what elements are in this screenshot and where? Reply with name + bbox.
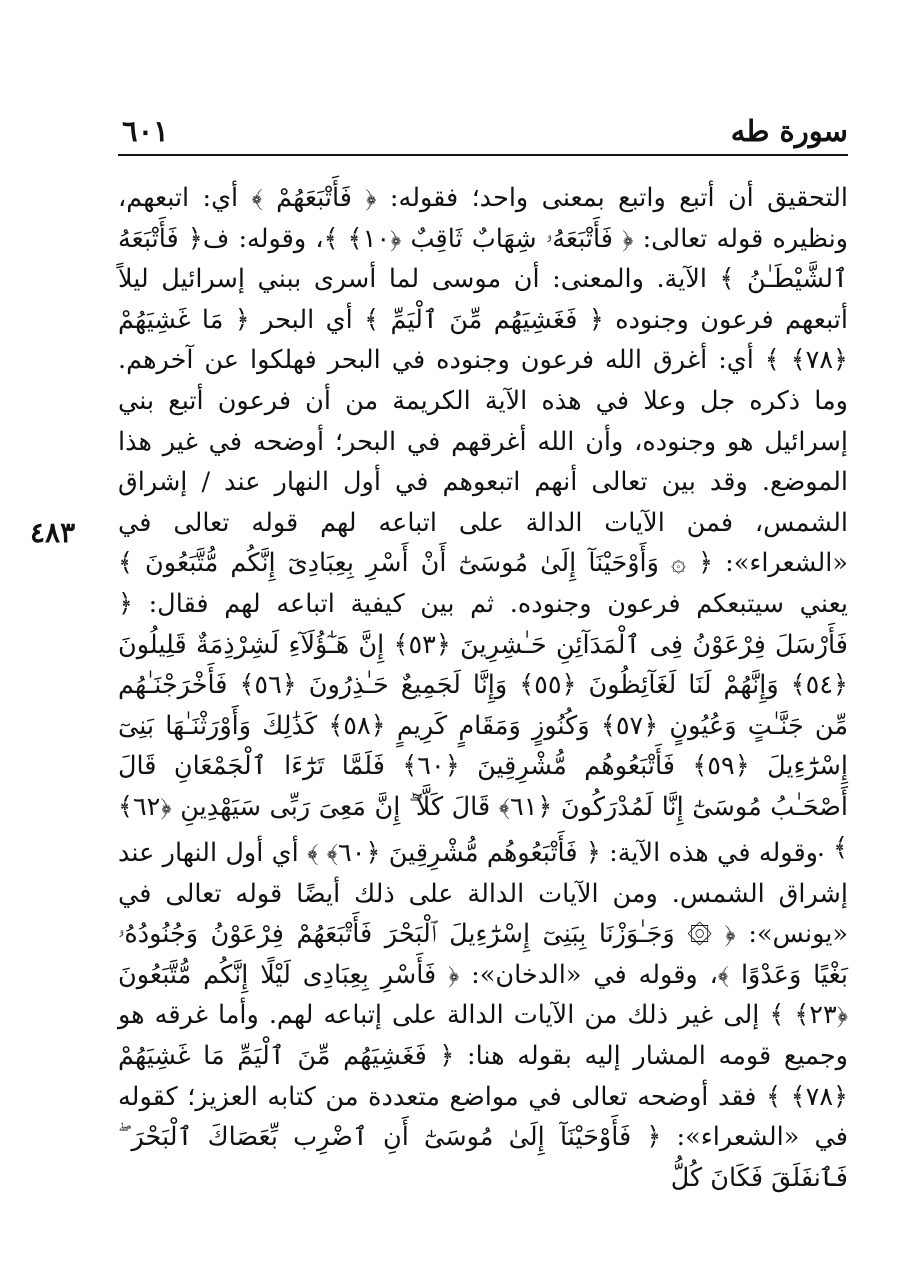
paragraph-1: التحقيق أن أتبع واتبع بمعنى واحد؛ فقوله: ﴿ فَأَتْبَعَهُمْ ﴾ أي: اتبعهم، ونظيره قوله تعالى: ﴿ فَأَتْبَعَهُۥ شِهَابٌ ثَاقِبٌ ﴿١٠﴾ ﴾، وقوله: ف﴿ فَأَتْبَعَهُ ٱلشَّيْطَـٰنُ ﴾ الآية. والمعنى: أن موسى لما أسرى ببني إسرائيل ليلاً أتبعهم فرعون وجنوده ﴿ فَغَشِيَهُم مِّنَ ٱلْيَمِّ ﴾ أي البحر ﴿ مَا غَشِيَهُمْ ﴿٧٨﴾ ﴾ أي: أغرق الله فرعون وجنوده في البحر فهلكوا عن آخرهم. وما ذكره جل وعلا في هذه الآية الكريمة من أن فرعون أتبع بني إسرائيل هو وجنوده، وأن الله أغرقهم في البحر؛ أوضحه في غير هذا الموضع. وقد بين تعالى أنهم اتبعوهم في أول النهار عند / إشراق الشمس، فمن الآيات الدالة على اتباعه لهم قوله تعالى في «الشعراء»: ﴿ ۞ وَأَوْحَيْنَآ إِلَىٰ مُوسَىٰٓ أَنْ أَسْرِ بِعِبَادِىٓ إِنَّكُم مُّتَّبَعُونَ ﴾ يعني سيتبعكم فرعون وجنوده. ثم بين كيفية اتباعه لهم فقال: ﴿ فَأَرْسَلَ فِرْعَوْنُ فِى ٱلْمَدَآئِنِ حَـٰشِرِينَ ﴿٥٣﴾ إِنَّ هَـٰٓؤُلَآءِ لَشِرْذِمَةٌ قَلِيلُونَ ﴿٥٤﴾ وَإِنَّهُمْ لَنَا لَغَآئِظُونَ ﴿٥٥﴾ وَإِنَّا لَجَمِيعٌ حَـٰذِرُونَ ﴿٥٦﴾ فَأَخْرَجْنَـٰهُم مِّن جَنَّـٰتٍ وَعُيُونٍ ﴿٥٧﴾ وَكُنُوزٍ وَمَقَامٍ كَرِيمٍ ﴿٥٨﴾ كَذَٰلِكَ وَأَوْرَثْنَـٰهَا بَنِىٓ إِسْرَٰٓءِيلَ ﴿٥٩﴾ فَأَتْبَعُوهُم مُّشْرِقِينَ ﴿٦٠﴾ فَلَمَّا تَرَٰٓءَا ٱلْجَمْعَانِ قَالَ أَصْحَـٰبُ مُوسَىٰٓ إِنَّا لَمُدْرَكُونَ ﴿٦١﴾ قَالَ كَلَّآ ۖ إِنَّ مَعِىَ رَبِّى سَيَهْدِينِ ﴿٦٢﴾ ﴾ . [118, 183, 849, 863]
page-header [118, 108, 848, 156]
page-number: ٦٠١ [122, 114, 169, 148]
margin-page-reference: ٤٨٣ [30, 516, 76, 549]
paragraph-2: وقوله في هذه الآية: ﴿ فَأَتْبَعُوهُم مُّشْرِقِينَ ﴿٦٠﴾ ﴾ أي أول النهار عند إشراق الشمس. ومن الآيات الدالة على ذلك أيضًا قوله تعالى في «يونس»: ﴿ ۞ وَجَـٰوَزْنَا بِبَنِىٓ إِسْرَٰٓءِيلَ ٱلْبَحْرَ فَأَتْبَعَهُمْ فِرْعَوْنُ وَجُنُودُهُۥ بَغْيًا وَعَدْوًا ﴾، وقوله في «الدخان»: ﴿ فَأَسْرِ بِعِبَادِى لَيْلًا إِنَّكُم مُّتَّبَعُونَ ﴿٢٣﴾ ﴾ إلى غير ذلك من الآيات الدالة على إتباعه لهم. وأما غرقه هو وجميع قومه المشار إليه بقوله هنا: ﴿ فَغَشِيَهُم مِّنَ ٱلْيَمِّ مَا غَشِيَهُمْ ﴿٧٨﴾ ﴾ فقد أوضحه تعالى في مواضع متعددة من كتابه العزيز؛ كقوله في «الشعراء»: ﴿ فَأَوْحَيْنَآ إِلَىٰ مُوسَىٰٓ أَنِ ٱضْرِب بِّعَصَاكَ ٱلْبَحْرَ ۖ فَٱنفَلَقَ فَكَانَ كُلُّ [118, 838, 848, 1193]
surah-title: سورة طه [730, 114, 848, 148]
